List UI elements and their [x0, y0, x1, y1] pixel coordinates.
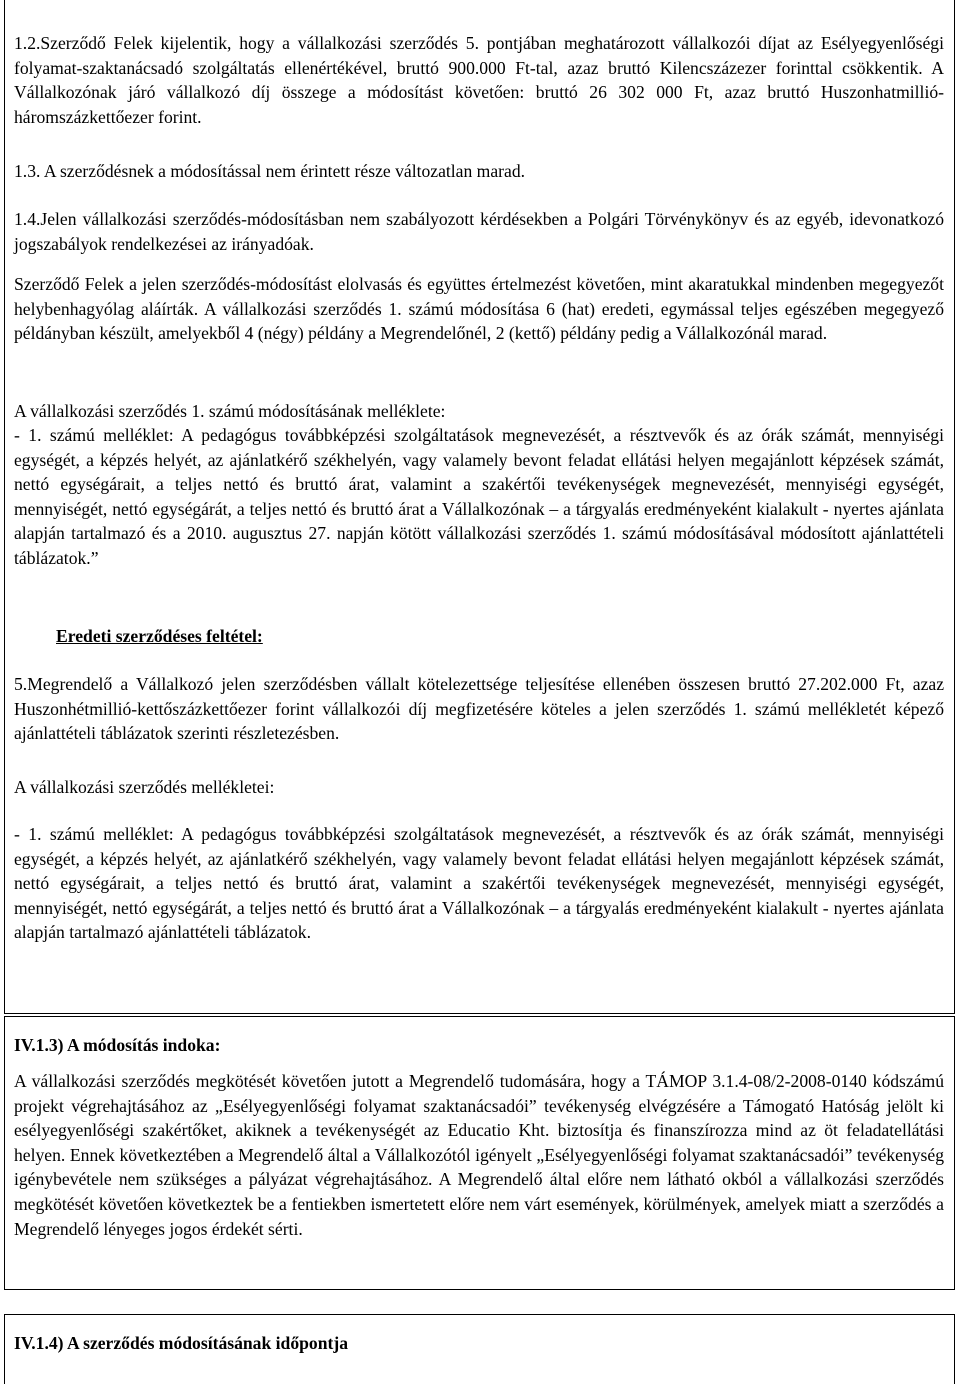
annexes-item: - 1. számú melléklet: A pedagógus továbbképzési szolgáltatások megnevezését, a résztvevők és az órák számát, mennyiségi egységét, a képzés helyét, az ajánlatkérő székhelyén, vagy valamely bevont feladat ellátási helyen megajánlott képzések számát, nettó egységárait, a teljes nettó és bruttó árat, valamint a szakértői tevékenységek megnevezését, mennyiségi egységét, mennyiségét, nettó egységárát, a teljes nettó és bruttó árat a Vállalkozónak – a tárgyalás eredményeként kialakult - nyertes ajánlata alapján tartalmazó ajánlattételi táblázatok.	[14, 824, 944, 943]
reason-heading: IV.1.3) A módosítás indoka:	[14, 1035, 221, 1055]
original-condition-heading: Eredeti szerződéses feltétel:	[56, 626, 263, 646]
annex-item: - 1. számú melléklet: A pedagógus továbbképzési szolgáltatások megnevezését, a résztvevők és az órák számát, mennyiségi egységét, a képzés helyét, az ajánlatkérő székhelyén, vagy valamely bevont feladat ellátási helyen megajánlott képzések számát, nettó egységárait, a teljes nettó és bruttó árat, valamint a szakértői tevékenységek megnevezését, mennyiségi egységét, mennyiségét, nettó egységárát, a teljes nettó és bruttó árat a Vállalkozónak – a tárgyalás eredményeként kialakult - nyertes ajánlata alapján tartalmazó és a 2010. augusztus 27. napján kötött vállalkozási szerződés 1. számú módosításával módosított ajánlattételi táblázatok.”	[14, 425, 944, 568]
paragraph-1-4: 1.4.Jelen vállalkozási szerződés-módosításban nem szabályozott kérdésekben a Polgári Törvénykönyv és az egyéb, idevonatkozó jogszabályok rendelkezései az irányadóak.	[14, 209, 944, 254]
reason-body: A vállalkozási szerződés megkötését követően jutott a Megrendelő tudomására, hogy a TÁMOP 3.1.4-08/2-2008-0140 kódszámú projekt végrehajtásához az „Esélyegyenlőségi folyamat szaktanácsadói” tevékenység elvégzésére a Támogató Hatóság jelölt ki esélyegyenlőségi szakértőket, akiknek a tevékenységét az Educatio Kht. biztosítja és finanszírozza mind az öt feladatellátási helyen. Ennek következtében a Megrendelő által a Vállalkozótól igényelt „Esélyegyenlőségi folyamat szaktanácsadói” tevékenység igénybevétele nem szükséges a pályázat végrehajtásához. A Megrendelő által előre nem látható okból a vállalkozási szerződés megkötését követően következtek be a fentiekben ismertetett előre nem várt események, körülmények, amelyek miatt a szerződés a Megrendelő lényeges jogos érdekét sérti.	[14, 1071, 944, 1239]
annex-heading: A vállalkozási szerződés 1. számú módosításának melléklete:	[14, 401, 446, 421]
paragraph-1-3: 1.3. A szerződésnek a módosítással nem érintett része változatlan marad.	[14, 161, 526, 181]
modification-date-heading: IV.1.4) A szerződés módosításának időpontja	[14, 1333, 348, 1353]
paragraph-5: 5.Megrendelő a Vállalkozó jelen szerződésben vállalt kötelezettsége teljesítése ellenében összesen bruttó 27.202.000 Ft, azaz Huszonhétmillió-kettőszázkettőezer forint vállalkozói díj megfizetésére köteles a jelen szerződés 1. számú mellékletét képező ajánlattételi táblázatok szerinti részletezésben.	[14, 674, 944, 744]
paragraph-felek: Szerződő Felek a jelen szerződés-módosítást elolvasás és együttes értelmezést követően, mint akaratukkal mindenben megegyezőt helybenhagyólag aláírták. A vállalkozási szerződés 1. számú módosítása 6 (hat) eredeti, egymással teljes egészében megegyező példányban készült, amelyekből 4 (négy) példány a Megrendelőnél, 2 (kettő) példány pedig a Vállalkozónál marad.	[14, 274, 944, 344]
paragraph-1-2: 1.2.Szerződő Felek kijelentik, hogy a vállalkozási szerződés 5. pontjában meghatározott vállalkozói díjat az Esélyegyenlőségi folyamat-szaktanácsadó szolgáltatás ellenértékével, bruttó 900.000 Ft-tal, azaz bruttó Kilencszázezer forinttal csökkentik. A Vállalkozónak járó vállalkozó díj összege a módosítást követően: bruttó 26 302 000 Ft, azaz bruttó Huszonhatmillió-háromszázkettőezer forint.	[14, 33, 944, 127]
annexes-heading: A vállalkozási szerződés mellékletei:	[14, 777, 275, 797]
